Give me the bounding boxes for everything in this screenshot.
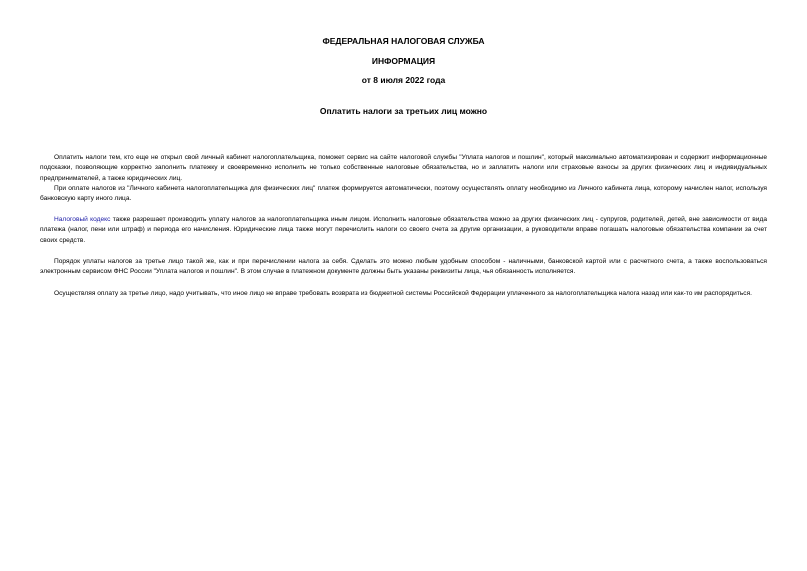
document-date: от 8 июля 2022 года xyxy=(361,75,446,85)
paragraph-3 xyxy=(40,215,767,246)
agency-heading: ФЕДЕРАЛЬНАЯ НАЛОГОВАЯ СЛУЖБА xyxy=(322,36,485,46)
tax-code-link[interactable]: Налоговый кодекс xyxy=(54,216,111,223)
document-title: Оплатить налоги за третьих лиц можно xyxy=(319,106,488,116)
paragraph-2: При оплате налогов из "Личного кабинета налогоплательщика для физических лиц" платеж формируется автоматически, поэтому осуществлять оплату необходимо из Личного кабинета лица, которому начислен налог, используя банковскую карту иного лица. xyxy=(40,185,767,203)
paragraph-4: Порядок уплаты налогов за третье лицо такой же, как и при перечислении налога за себя. Сделать это можно любым удобным способом - наличными, банковской картой или с расчетного счета, а также воспользоваться электронным сервисом ФНС России "Уплата налогов и пошлин". В этом случае в платежном документе должны быть указаны реквизиты лица, чья обязанность исполняется. xyxy=(40,258,767,276)
paragraph-3-text: также разрешает производить уплату налогов за налогоплательщика иным лицом. Исполнить налоговые обязательства можно за других физических лиц - супругов, родителей, детей, вне зависимости от вида платежа (налог, пени или штраф) и периода его начисления. Юридические лица также могут перечислить налоги со своего счета за другие организации, а руководители вправе погашать налоговые обязательства компании за счет своих средств. xyxy=(40,216,767,244)
document-type-heading: ИНФОРМАЦИЯ xyxy=(371,56,436,66)
paragraph-1: Оплатить налоги тем, кто еще не открыл свой личный кабинет налогоплательщика, поможет сервис на сайте налоговой службы "Уплата налогов и пошлин", который максимально автоматизирован и содержит информационные подсказки, позволяющие корректно заполнить платежку и своевременно исполнить не только собственные налоговые обязательства, но и заплатить налоги или страховые взносы за других физических лиц и индивидуальных предпринимателей, а также юридических лиц. xyxy=(40,154,767,182)
paragraph-5: Осуществляя оплату за третье лицо, надо учитывать, что иное лицо не вправе требовать возврата из бюджетной системы Российской Федерации уплаченного за налогоплательщика налога назад или как-то им распорядиться. xyxy=(54,290,752,297)
